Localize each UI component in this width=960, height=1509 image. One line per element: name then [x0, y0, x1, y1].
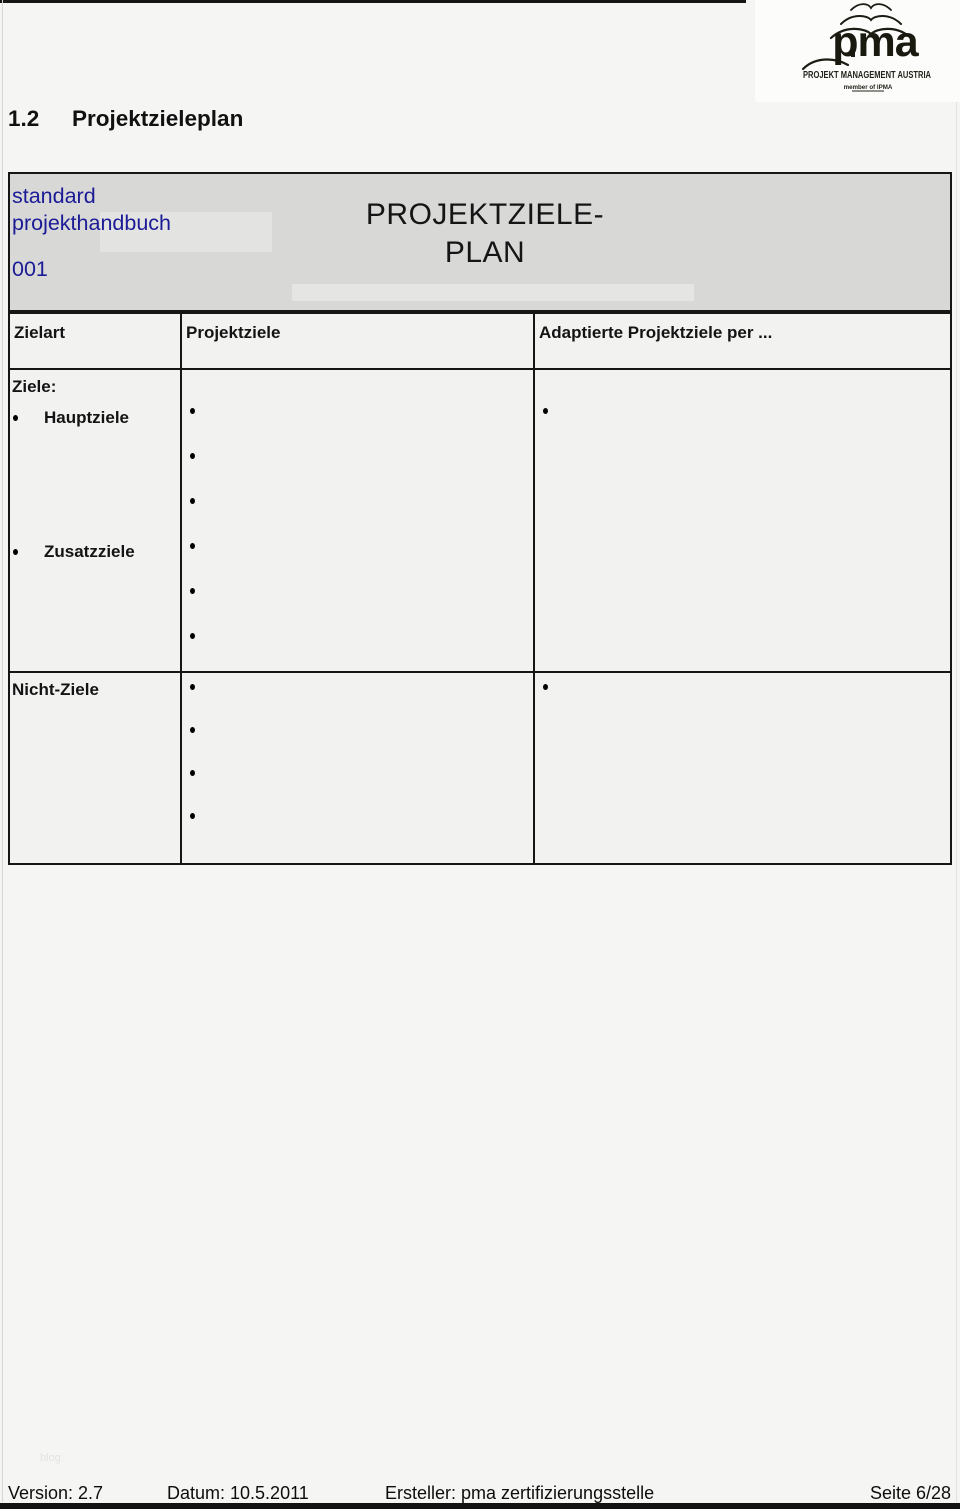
empty-bullet-placeholder	[182, 722, 533, 765]
document-number: 001	[12, 257, 48, 281]
empty-bullet-placeholder	[182, 808, 533, 851]
footer-version: Version: 2.7	[8, 1483, 104, 1503]
empty-bullet-placeholder	[182, 538, 533, 583]
org-name-line1: standard	[12, 184, 96, 208]
svg-text:PROJEKT MANAGEMENT AUSTRIA: PROJEKT MANAGEMENT AUSTRIA	[803, 70, 931, 81]
nicht-ziele-label: Nicht-Ziele	[12, 680, 99, 699]
pma-logo	[755, 0, 960, 102]
document-title-line1: PROJEKTZIELE-	[365, 198, 605, 231]
footer-page-number: Seite 6/28	[869, 1483, 951, 1503]
table-row-nichtziele-zielart-cell	[10, 673, 180, 863]
page-right-border	[956, 0, 957, 1502]
nichtziele-projektziele-cell	[182, 673, 533, 863]
section-title: Projektzieleplan	[72, 106, 244, 131]
page-top-border	[0, 0, 746, 3]
empty-bullet-placeholder	[182, 679, 533, 722]
ziele-label: Ziele:	[12, 377, 57, 396]
svg-text:pma: pma	[832, 18, 918, 66]
empty-bullet-placeholder	[182, 448, 533, 493]
column-header-adaptierte: Adaptierte Projektziele per ...	[535, 314, 950, 368]
section-number: 1.2	[8, 106, 40, 131]
footer-author: Ersteller: pma zertifizierungsstelle	[385, 1483, 655, 1503]
nichtziele-adaptierte-cell	[535, 673, 950, 863]
ziele-sub-item-hauptziele: Hauptziele	[10, 405, 180, 431]
empty-bullet-placeholder	[535, 403, 950, 448]
empty-bullet-placeholder	[182, 493, 533, 538]
column-header-projektziele: Projektziele	[182, 314, 533, 368]
pma-logo-icon	[755, 0, 960, 102]
empty-bullet-placeholder	[182, 583, 533, 628]
ziele-adaptierte-cell	[535, 370, 950, 671]
empty-bullet-placeholder	[535, 679, 950, 722]
column-header-zielart: Zielart	[10, 314, 180, 368]
document-header-box	[8, 172, 952, 312]
goals-table	[8, 312, 952, 865]
scan-highlight-artifact	[292, 284, 694, 301]
empty-bullet-placeholder	[182, 628, 533, 671]
empty-bullet-placeholder	[182, 765, 533, 808]
svg-text:member of IPMA: member of IPMA	[843, 84, 893, 91]
ziele-sub-item-zusatzziele: Zusatzziele	[10, 539, 180, 565]
org-name-line2: projekthandbuch	[12, 211, 171, 235]
page-left-border	[2, 0, 3, 1502]
document-title-line2: PLAN	[444, 236, 526, 269]
empty-bullet-placeholder	[182, 403, 533, 448]
page-footer	[0, 1483, 960, 1505]
document-title	[15, 196, 955, 272]
watermark-text: blog	[40, 1452, 61, 1464]
table-row-ziele-zielart-cell	[10, 370, 180, 671]
footer-date: Datum: 10.5.2011	[167, 1483, 309, 1503]
ziele-projektziele-cell	[182, 370, 533, 671]
